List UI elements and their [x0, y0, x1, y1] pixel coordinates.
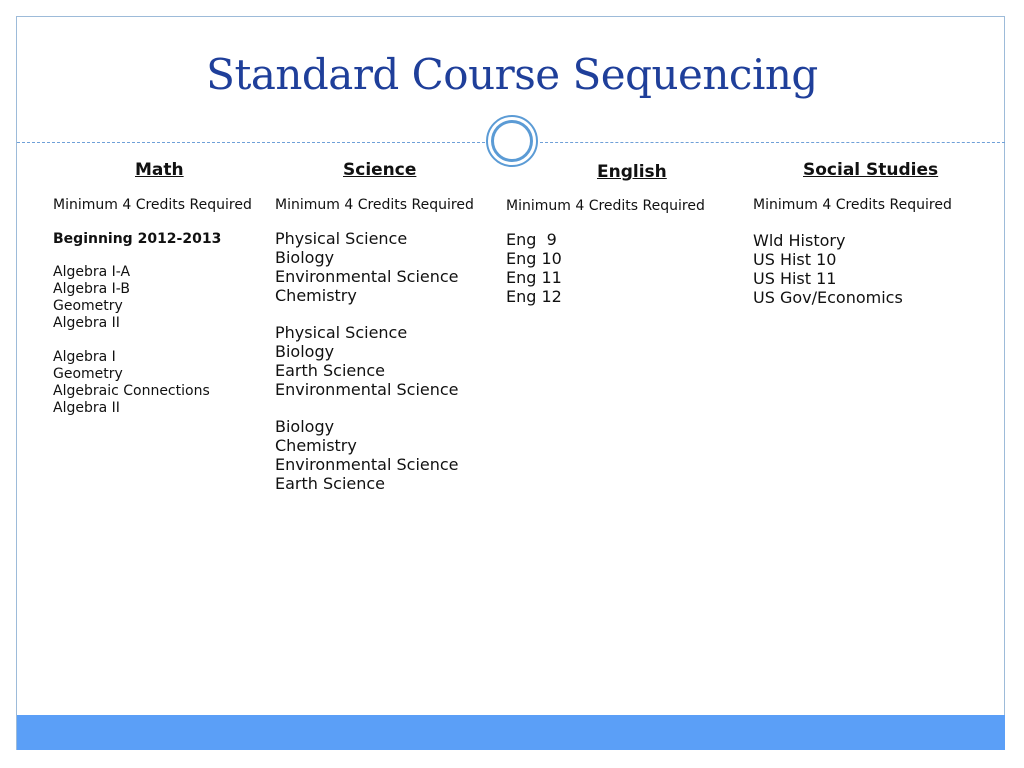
list-item: Physical Science: [275, 229, 408, 248]
list-item: US Hist 10: [753, 250, 837, 269]
list-item: Chemistry: [275, 436, 357, 455]
list-item: Biology: [275, 342, 335, 361]
list-item: Environmental Science: [275, 267, 459, 286]
list-item: Physical Science: [275, 323, 408, 342]
math-heading: Math: [135, 160, 184, 180]
science-group-3: [275, 417, 459, 493]
list-item: Eng 9: [506, 230, 557, 249]
divider-right: [540, 142, 1005, 143]
bottom-band: [17, 715, 1005, 750]
list-item: Chemistry: [275, 286, 357, 305]
social-studies-requirement: Minimum 4 Credits Required: [753, 197, 952, 213]
list-item: Algebraic Connections: [53, 383, 210, 399]
math-requirement: Minimum 4 Credits Required: [53, 197, 252, 213]
list-item: Geometry: [53, 366, 123, 382]
list-item: Eng 11: [506, 268, 562, 287]
english-requirement: Minimum 4 Credits Required: [506, 198, 705, 214]
math-group-2: [53, 349, 210, 417]
list-item: Earth Science: [275, 474, 386, 493]
science-requirement: Minimum 4 Credits Required: [275, 197, 474, 213]
english-list: [506, 230, 562, 306]
list-item: Wld History: [753, 231, 846, 250]
list-item: US Gov/Economics: [753, 288, 903, 307]
science-group-2: [275, 323, 459, 399]
divider-circle-icon: [486, 115, 538, 167]
list-item: Geometry: [53, 298, 123, 314]
science-heading: Science: [343, 160, 417, 180]
science-group-1: [275, 229, 459, 305]
divider-circle-inner: [491, 120, 533, 162]
list-item: Algebra II: [53, 315, 120, 331]
divider-left: [17, 142, 485, 143]
list-item: Environmental Science: [275, 455, 459, 474]
list-item: Biology: [275, 417, 335, 436]
list-item: Algebra I-A: [53, 264, 131, 280]
english-heading: English: [597, 162, 667, 182]
list-item: US Hist 11: [753, 269, 837, 288]
list-item: Biology: [275, 248, 335, 267]
slide-title: Standard Course Sequencing: [206, 50, 818, 99]
list-item: Earth Science: [275, 361, 386, 380]
math-note: Beginning 2012-2013: [53, 231, 222, 247]
math-group-1: [53, 264, 130, 332]
list-item: Eng 12: [506, 287, 562, 306]
social-studies-heading: Social Studies: [803, 160, 939, 180]
list-item: Algebra II: [53, 400, 120, 416]
list-item: Algebra I-B: [53, 281, 130, 297]
list-item: Eng 10: [506, 249, 562, 268]
social-studies-list: [753, 231, 903, 307]
list-item: Algebra I: [53, 349, 116, 365]
list-item: Environmental Science: [275, 380, 459, 399]
